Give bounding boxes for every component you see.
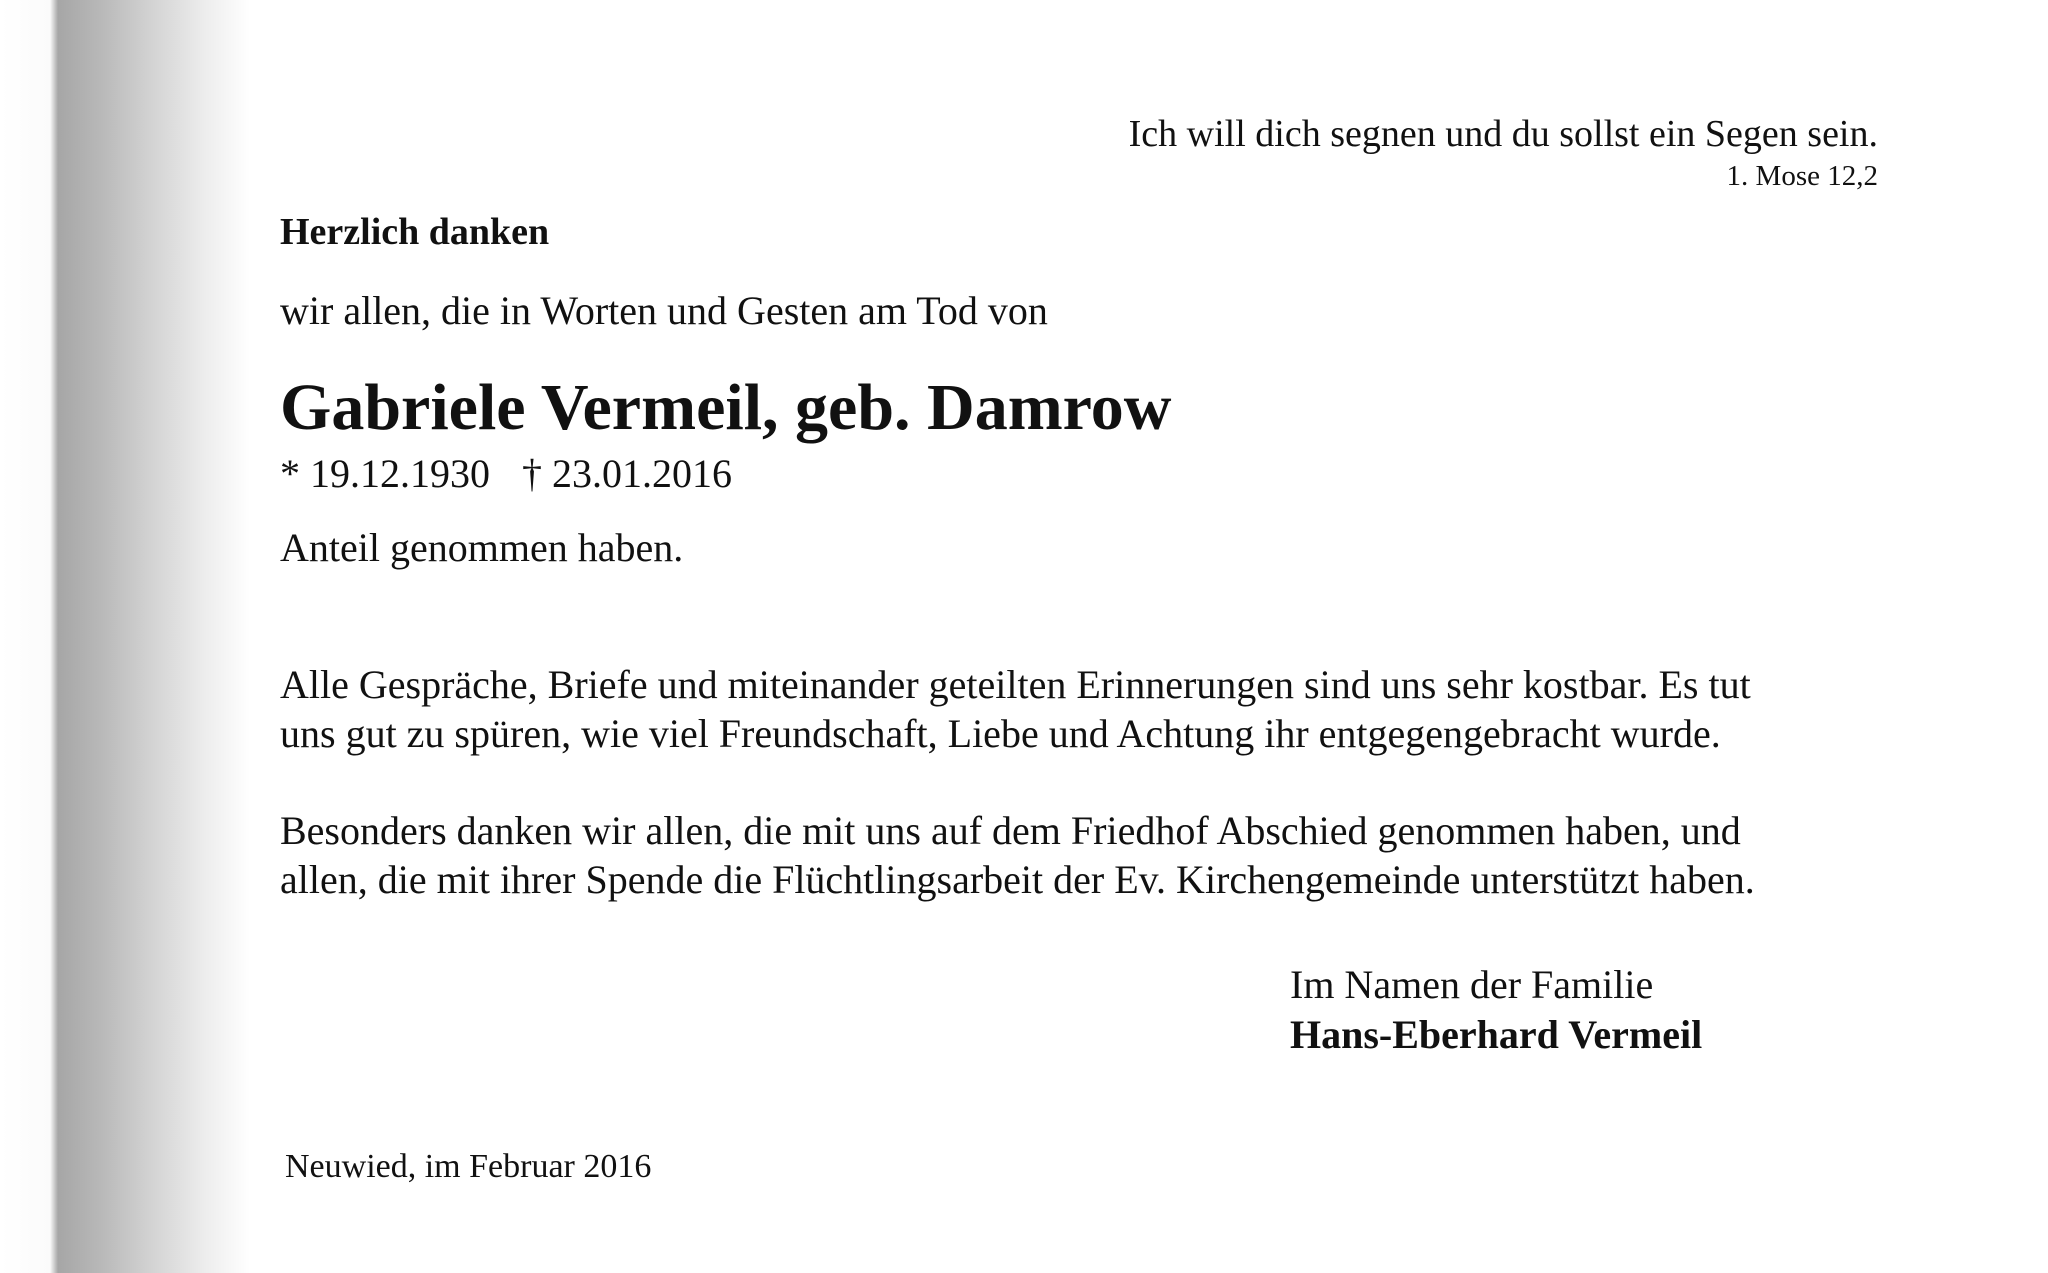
thanks-heading: Herzlich danken [280, 211, 550, 253]
deceased-name: Gabriele Vermeil, geb. Damrow [280, 371, 1172, 444]
paragraph-line: Besonders danken wir allen, die mit uns auf dem Friedhof Abschied genommen haben, und [280, 808, 1741, 853]
signature-name: Hans-Eberhard Vermeil [1290, 1012, 1703, 1057]
outro-text: Anteil genommen haben. [280, 525, 684, 570]
bible-verse: Ich will dich segnen und du sollst ein Segen sein. [1128, 113, 1878, 155]
death-date: † 23.01.2016 [522, 451, 732, 496]
life-dates [280, 450, 732, 497]
paragraph-line: Alle Gespräche, Briefe und miteinander geteilten Erinnerungen sind uns sehr kostbar. Es tut [280, 662, 1751, 707]
place-and-date: Neuwied, im Februar 2016 [285, 1148, 652, 1185]
paragraph-line: allen, die mit ihrer Spende die Flüchtlingsarbeit der Ev. Kirchengemeinde unterstützt haben. [280, 857, 1755, 902]
paragraph-line: uns gut zu spüren, wie viel Freundschaft, Liebe und Achtung ihr entgegengebracht wurde. [280, 711, 1721, 756]
paragraph-special-thanks [280, 806, 1900, 904]
closing-phrase: Im Namen der Familie [1290, 962, 1654, 1007]
paragraph-memories [280, 660, 1900, 758]
intro-text: wir allen, die in Worten und Gesten am Tod von [280, 288, 1048, 333]
bible-verse-reference: 1. Mose 12,2 [1726, 160, 1878, 192]
birth-date: * 19.12.1930 [280, 451, 490, 496]
